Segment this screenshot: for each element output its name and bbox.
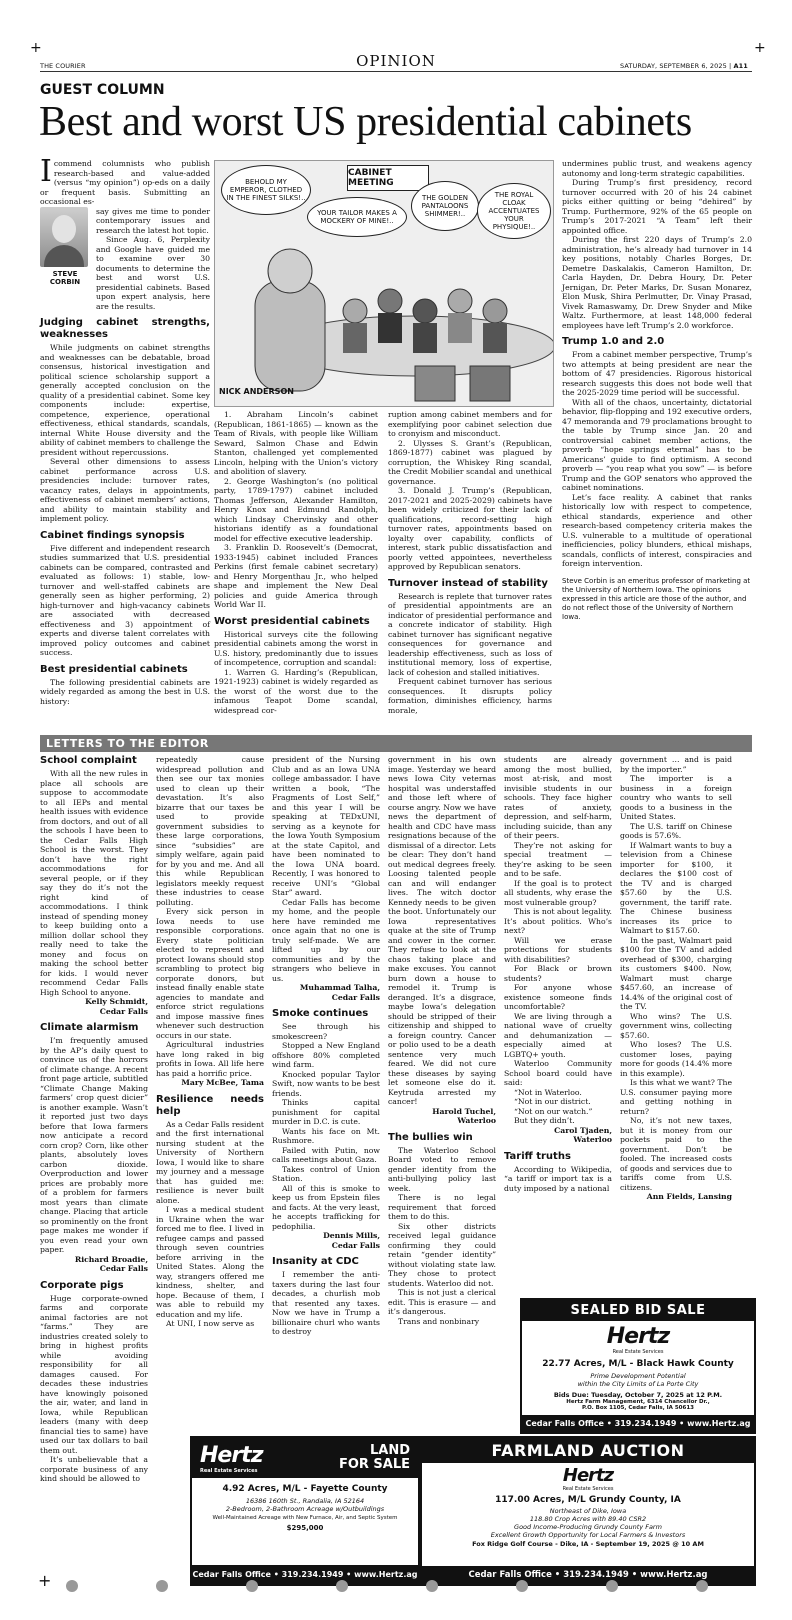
ad-title: LAND	[369, 1443, 410, 1458]
subhead-judging: Judging cabinet strengths, weaknesses	[40, 317, 210, 340]
cartoon-bubble: THE ROYAL CLOAK ACCENTUATES YOUR PHYSIQUE!..	[477, 183, 551, 239]
subhead-best: Best presidential cabinets	[40, 663, 188, 675]
letters-column-5: students are already among the most bullied, most at-risk, and most invisible students in our schools. They face higher rates of anxiety, depression, and self-harm, including suicide, than any of their peers. They’re not asking for special treatment — they’re asking to be seen and to be safe. If the goal is to protect all students, why erase the most vulnerable group? This is not about legality. It’s about politics. Who’s next? Will we erase protections for students with disabilities? For Black or brown students? For anyone whose existence someone finds uncomfortable? We are living through a national wave of cruelty and dehumanization — especially aimed at LGBTQ+ youth. Waterloo Community School board could have said: “Not in Waterloo. “Not in our district. “Not on our watch.” But they didn’t. Carol Tjaden, Waterloo Tariff truths According to Wikipedia, “a tariff or import tax is a duty imposed by a national	[504, 755, 612, 1193]
headline: Best and worst US presidential cabinets	[39, 99, 692, 145]
cartoon-signature: NICK ANDERSON	[219, 387, 294, 396]
sealed-bid-ad[interactable]: SEALED BID SALE Hertz Real Estate Services 22.77 Acres, M/L - Black Hawk County Prime Development Potential within the City Limits of La Porte City Bids Due: Tuesday, October 7, 2025 at 12 P.M. Hertz Farm Management, 6314 Chancellor Dr., P.O. Box 1105, Cedar Falls, IA 50613 Cedar Falls Office • 319.234.1949 • www.Hertz.ag	[520, 1298, 756, 1434]
registration-dot	[696, 1580, 708, 1592]
registration-dot	[426, 1580, 438, 1592]
cartoon-bubble: BEHOLD MY EMPEROR, CLOTHED IN THE FINEST SILKS!..	[221, 165, 311, 215]
author-name: STEVE	[52, 269, 78, 278]
letters-column-3: president of the Nursing Club and as an Iowa UNA college ambassador. I have written a book, “The Fragments of Lost Self,” and this year I will be speaking at TEDxUNI, serving as a keynote for the Iowa Youth Symposium at the state Capitol, and have been nominated to the Iowa UNA board. Recently, I was honored to receive UNI’s “Global Star” award. Cedar Falls has become my home, and the people here have reminded me once again that no one is truly self-made. We are lifted up by our communities and by the strangers who believe in us. Muhammad Talha, Cedar Falls Smoke continues See through his smokescreen? Stopped a New England offshore 80% completed wind farm. Knocked popular Taylor Swift, now wants to be best friends. Thinks capital punishment for capital murder in D.C. is cute. Wants his face on Mt. Rushmore. Failed with Putin, now calls meetings about Gaza. Takes control of Union Station. All of this is smoke to keep us from Epstein files and facts. At the very least, he accepts trafficking for pedophilia. Dennis Mills, Cedar Falls Insanity at CDC I remember the anti-taxers during the last four decades, a churlish mob that resented any taxes. Now we have in Trump a billionaire churl who wants to destroy	[272, 755, 380, 1336]
subhead-worst: Worst presidential cabinets	[214, 615, 370, 627]
ad-footer[interactable]: Cedar Falls Office • 319.234.1949 • www.Hertz.ag	[192, 1565, 418, 1584]
subhead-trump: Trump 1.0 and 2.0	[562, 336, 665, 347]
registration-mark: +	[754, 40, 766, 56]
registration-dot	[606, 1580, 618, 1592]
subhead-turnover: Turnover instead of stability	[388, 577, 548, 589]
hertz-logo: Hertz	[200, 1442, 263, 1468]
kicker: GUEST COLUMN	[40, 82, 165, 98]
farmland-auction-ad[interactable]: FARMLAND AUCTION Hertz Real Estate Services 117.00 Acres, M/L Grundy County, IA Northeast of Dike, Iowa 118.80 Crop Acres with 89.40 CSR2 Good Income-Producing Grundy County Farm Excellent Growth Opportunity for Local Farmers & Investors Fox Ridge Golf Course - Dike, IA - September 19, 2025 @ 10 AM Cedar Falls Office • 319.234.1949 • www.Hertz.ag	[420, 1436, 756, 1586]
hertz-logo: Hertz	[606, 1324, 670, 1349]
editorial-cartoon	[214, 160, 554, 407]
drop-cap: I	[40, 154, 52, 189]
header-date: SATURDAY, SEPTEMBER 6, 2025 | A11	[620, 62, 748, 70]
ad-title: SEALED BID SALE	[522, 1300, 754, 1321]
registration-mark: +	[38, 1571, 52, 1590]
land-for-sale-ad[interactable]: Hertz Real Estate Services LAND FOR SALE 4.92 Acres, M/L - Fayette County 16386 160th St., Randalia, IA 52164 2-Bedroom, 2-Bathroom Acreage w/Outbuildings Well-Maintained Acreage with New Furnace, Air, and Septic System $295,000 Cedar Falls Office • 319.234.1949 • www.Hertz.ag	[190, 1436, 420, 1586]
ad-footer[interactable]: Cedar Falls Office • 319.234.1949 • www.Hertz.ag	[522, 1415, 754, 1432]
article-column-3: ruption among cabinet members and for exemplifying poor cabinet selection due to cronyism and misconduct. 2. Ulysses S. Grant’s (Republican, 1869-1877) cabinet was plagued by corruption, the Whiskey Ring scandal, the Credit Mobilier scandal and unethical governance. 3. Donald J. Trump’s (Republican, 2017-2021 and 2025-2029) cabinets have been widely criticized for their lack of qualifications, record-setting high turnover rates, appointments based on loyalty over capability, conflicts of interest, stark public dissatisfaction and poorly vetted appointees, nevertheless approved by Republican senators. Turnover instead of stability Research is replete that turnover rates of presidential appointments are an indicator of presidential performance and a concrete indicator of stability. High cabinet turnover has significant negative consequences for governance and leadership effectiveness, such as loss of institutional memory, loss of expertise, lack of cohesion and stalled initiatives. Frequent cabinet turnover has serious consequences. It disrupts policy formation, diminishes efficiency, harms morale,	[388, 410, 552, 715]
registration-dot	[66, 1580, 78, 1592]
article-column-1: I commend columnists who publish research-based and value-added (versus “my opinion”) op-eds on a daily or frequent basis. Submitting an occasional es- STEVE CORBIN say gives me time to ponder contemporary issues and research the latest hot topic. Since Aug. 6, Perplexity and Google have guided me to examine over 30 documents to determine the best and worst U.S. presidential cabinets. Based upon expert analysis, here are the results. Judging cabinet strengths, weaknesses While judgments on cabinet strengths and weaknesses can be debatable, broad consensus, historical investigation and political science scholarship support a generally accepted conclusion on the quality of a presidential cabinet. Some key components include: expertise, competence, experience, operational effectiveness, ethical standards, scandals, internal White House diversity and the ability of cabinet members to challenge the president without repercussions. Several other dimensions to assess cabinet performance across U.S. presidencies include: turnover rates, vacancy rates, delays in appointments, effectiveness of cabinet members’ actions, and ability to maintain stability and implement policy. Cabinet findings synopsis Five different and independent research studies summarized that U.S. presidential cabinets can be compared, contrasted and evaluated as follows: 1) stable, low-turnover and well-staffed cabinets are generally seen as higher performing, 2) high-turnover and high-vacancy cabinets are associated with decreased effectiveness and 3) appointment of experts and diverse talent correlates with improved policy outcomes and cabinet success. Best presidential cabinets The following presidential cabinets are widely regarded as among the best in U.S. history:	[40, 154, 210, 706]
letters-column-4: government in his own image. Yesterday we heard news Iowa City veternas hospital was understaffed and those left where of course angry. Now we have news the department of health and CDC have mass resignations because of the dismissal of a director. Lets be clear: They don’t hand out medical degrees freely. Loosing talented people can and will endanger lives. The witch doctor Kennedy needs to be given the boot. Unfortunately our Iowa representatives quake at the site of Trump and cower in the corner. They refuse to look at the chaos taking place and make excuses. You cannot burn down a house to remodel it. Trump is deranged. It’s a disgrace, maybe Iowa’s delegation should be stripped of their citizenship and shipped to a foreign country. Cancer or polio used to be a death sentence very much feared. We did not cure these diseases by saying let someone else do it. Keytruda arrested my cancer! Harold Tuchel, Waterloo The bullies win The Waterloo School Board voted to remove gender identity from the anti-bullying policy last week. There is no legal requirement that forced them to do this. Six other districts received legal guidance confirming they could retain “gender identity” without violating state law. They chose to protect students. Waterloo did not. This is not just a clerical edit. This is erasure — and it’s dangerous. Trans and nonbinary	[388, 755, 496, 1326]
hertz-logo: Hertz	[562, 1465, 614, 1486]
cartoon-bubble: THE GOLDEN PANTALOONS SHIMMER!..	[411, 181, 479, 231]
letters-section-bar: LETTERS TO THE EDITOR	[40, 735, 752, 752]
ad-footer[interactable]: Cedar Falls Office • 319.234.1949 • www.Hertz.ag	[422, 1566, 754, 1584]
header-rule	[40, 71, 752, 72]
letters-column-2: repeatedly cause widespread pollution and then see our tax monies used to clean up their devastation. It’s also bizarre that our taxes be used to provide government subsidies to these large corporations, since “subsidies” are simply welfare, again paid for by you and me. And all this while Republican legislators meekly request these industries to cease polluting. Every sick person in Iowa needs to use responsible corporations. Every state politician elected to represent and protect Iowans should stop scrambling to protect big corporate donors, but instead finally enable state agencies to mandate and enforce strict regulations and impose massive fines whenever such destruction occurs in our state. Agricultural industries have long raked in big profits in Iowa. All life here has paid a horrific price. Mary McBee, Tama Resilience needs help As a Cedar Falls resident and the first international nursing student at the University of Northern Iowa, I would like to share my journey and a message that has guided me: resilience is never built alone. I was a medical student in Ukraine when the war forced me to flee. I lived in refugee camps and passed through seven countries before arriving in the United States. Along the way, strangers offered me kindness, shelter, and hope. Because of them, I was able to rebuild my education and my life. At UNI, I now serve as	[156, 755, 264, 1328]
article-column-4: undermines public trust, and weakens agency autonomy and long-term strategic capabilities. During Trump’s first presidency, record turnover occurred with 20 of his 24 cabinet picks either quitting or being “dehired” by Trump. Furthermore, 92% of the 65 people on Trump’s 2017-2021 “A Team” left their appointed office. During the first 220 days of Trump’s 2.0 administration, he’s already had turnover in 14 key positions, notably Charles Borges, Dr. Demetre Daskalakis, Cameron Hamilton, Dr. Carla Hayden, Dr. Debra Houry, Dr. Peter Jernigan, Dr. Peter Marks, Dr. Susan Monarez, Elon Musk, Shira Perlmutter, Dr. Vinay Prasad, Vivek Ramaswamy, Dr. Drew Snyder and Mike Waltz. Furthermore, at least 148,000 federal employees have left Trump’s 2.0 workforce. Trump 1.0 and 2.0 From a cabinet member perspective, Trump’s two attempts at being president are near the bottom of 47 presidencies. Rigorous historical research suggests this does not bode well that the 2025-2029 time period will be successful. With all of the chaos, uncertainty, dictatorial behavior, flip-flopping and 192 executive orders, 47 memoranda and 79 proclamations brought to the table by Trump since Jan. 20 and controversial cabinet member actions, the proverb “hope springs eternal” has to be Americans’ guide to find optimism. A second proverb — “you reap what you sow” — is before Trump and the GOP senators who approved the cabinet nominations. Let’s face reality. A cabinet that ranks historically low with respect to competence, ethical standards, experience and other research-based competency criteria makes the U.S. vulnerable to a multitude of operational inefficiencies, policy blunders, ethical mishaps, scandals, conflicts of interest, conspiracies and foreign intervention. Steve Corbin is an emeritus professor of marketing at the University of Northern Iowa. The opinions expressed in this article are those of the author, and do not reflect those of the University of Northern Iowa.	[562, 159, 752, 621]
registration-mark: +	[30, 40, 42, 56]
subhead-findings: Cabinet findings synopsis	[40, 529, 185, 541]
letters-column-6: government … and is paid by the importer.” The importer is a business in a foreign country who wants to sell goods to a business in the United States. The U.S. tariff on Chinese goods is 57.6%. If Walmart wants to buy a television from a Chinese importer for $100, it declares the $100 cost of the TV and is charged $57.60 by the U.S. government, the tariff rate. The Chinese business increases its price to Walmart to $157.60. In the past, Walmart paid $100 for the TV and added overhead of $300, charging its customers $400. Now, Walmart must charge $457.60, an increase of 14.4% of the original cost of the TV. Who wins? The U.S. government wins, collecting $57.60. Who loses? The U.S. customer loses, paying more for goods (14.4% more in this example). Is this what we want? The U.S. consumer paying more and getting nothing in return? No, it’s not new taxes, but it is money from our pockets paid to the government. Don’t be fooled. The increased costs of goods and services due to tariffs come from U.S. citizens. Ann Fields, Lansing	[620, 755, 732, 1201]
section-name: OPINION	[356, 52, 436, 70]
paper-name: THE COURIER	[40, 62, 86, 70]
letters-column-1: School complaint With all the new rules in place all schools are suppose to accommodate to all IEPs and mental health issues with evidence from doctors, and out of all the schools I have been to the Cedar Falls High School is the worst. They don’t have the right accommodations for several people, or if they say they do it’s not the right kind of accommodations. I think instead of spending money to keep building onto a million dollar school they really need to take the money and focus on making the school better for kids. I would never recommend Cedar Falls High School to anyone. Kelly Schmidt, Cedar Falls Climate alarmism I’m frequently amused by the AP’s daily quest to convince us of the horrors of climate change. A recent front page article, subtitled “Climate Change Making farmers’ crop quest dicier” is another example. Wasn’t it reported just two days before that Iowa farmers now anticipate a record corn crop? Corn, like other plants, absolutely loves carbon dioxide. Overproduction and lower prices are probably more of a problem for farmers most years than climate change. Placing that article so prominently on the front page makes me wonder if you even read your own paper. Richard Broadie, Cedar Falls Corporate pigs Huge corporate-owned farms and corporate animal factories are not “farms.” They are industries created solely to bring in highest profits while avoiding responsibility for all damages caused. For decades these industries have knowingly poisoned the air, water, and land in Iowa, while Republican leaders (many with deep financial ties to same) have used our tax dollars to bail them out. It’s unbelievable that a corporate business of any kind should be allowed to	[40, 755, 148, 1483]
author-photo	[40, 207, 88, 267]
registration-dot	[336, 1580, 348, 1592]
article-column-2: 1. Abraham Lincoln’s cabinet (Republican, 1861-1865) — known as the Team of Rivals, with people like William Seward, Salmon Chase and Edwin Stanton, challenged yet complemented Lincoln, helping with the Union’s victory and abolition of slavery. 2. George Washington’s (no political party, 1789-1797) cabinet included Thomas Jefferson, Alexander Hamilton, Henry Knox and Edmund Randolph, which Lindsay Chervinsky and other historians identify as a foundational model for effective executive leadership. 3. Franklin D. Roosevelt’s (Democrat, 1933-1945) cabinet included Frances Perkins (first female cabinet secretary) and Henry Morgenthau Jr., who helped shape and implement the New Deal policies and guide America through World War II. Worst presidential cabinets Historical surveys cite the following presidential cabinets among the worst in U.S. history, predominantly due to issues of incompetence, corruption and scandal: 1. Warren G. Harding’s (Republican, 1921-1923) cabinet is widely regarded as the worst of the worst due to the infamous Teapot Dome scandal, widespread cor-	[214, 410, 378, 715]
registration-dot	[156, 1580, 168, 1592]
registration-dot	[246, 1580, 258, 1592]
registration-dot	[516, 1580, 528, 1592]
cartoon-title: CABINET MEETING	[347, 165, 429, 191]
author-bio: Steve Corbin is an emeritus professor of marketing at the University of Northern Iowa. The opinions expressed in this article are those of the author, and do not reflect those of the University of Northern Iowa.	[562, 576, 751, 621]
ad-title: FARMLAND AUCTION	[422, 1438, 754, 1463]
cartoon-bubble: YOUR TAILOR MAKES A MOCKERY OF MINE!..	[307, 197, 407, 237]
